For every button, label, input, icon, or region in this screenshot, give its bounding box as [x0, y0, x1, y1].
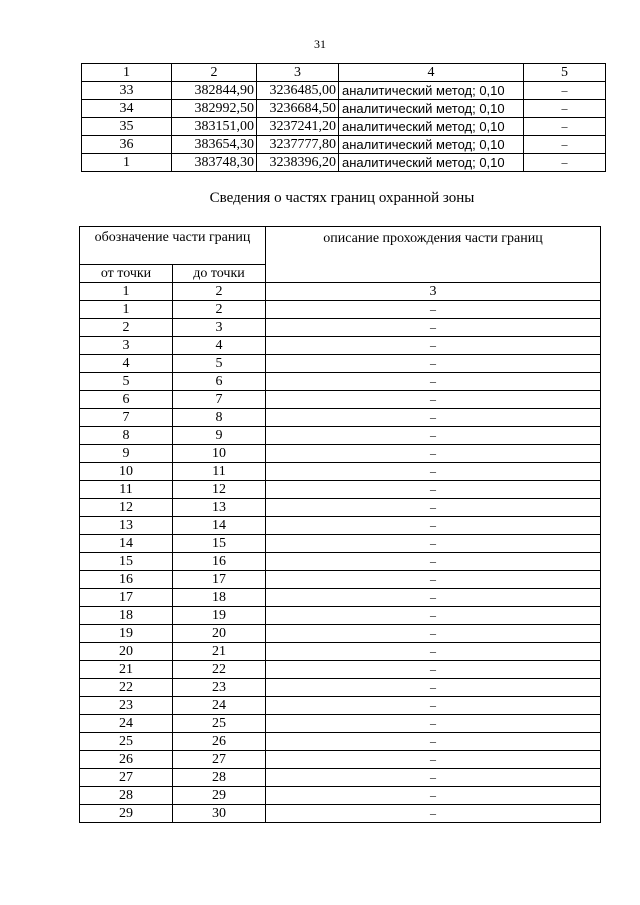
to-point: 10 [173, 445, 266, 463]
table-row [80, 715, 601, 733]
table-row [80, 355, 601, 373]
to-point: 18 [173, 589, 266, 607]
boundary-description: – [266, 589, 601, 607]
boundary-description: – [266, 301, 601, 319]
table-row [80, 643, 601, 661]
boundary-description: – [266, 679, 601, 697]
col-number-3: 3 [266, 283, 601, 301]
boundary-description: – [266, 319, 601, 337]
from-point: 17 [80, 589, 173, 607]
coordinate-x: 383151,00 [172, 118, 257, 136]
col-number-2: 2 [172, 64, 257, 82]
method-accuracy: аналитический метод; 0,10 [339, 100, 524, 118]
to-point: 26 [173, 733, 266, 751]
table-row [80, 661, 601, 679]
parts-column-numbers-row [80, 283, 601, 301]
to-point: 29 [173, 787, 266, 805]
from-point: 13 [80, 517, 173, 535]
table-row [80, 391, 601, 409]
table-row [80, 679, 601, 697]
table-row [82, 82, 606, 100]
table-row [80, 733, 601, 751]
table-row [80, 805, 601, 823]
table-row [80, 535, 601, 553]
coordinate-x: 383748,30 [172, 154, 257, 172]
table-row [82, 154, 606, 172]
boundary-description: – [266, 751, 601, 769]
boundary-description: – [266, 805, 601, 823]
table-row [80, 625, 601, 643]
to-point: 15 [173, 535, 266, 553]
table-row [80, 301, 601, 319]
from-point: 8 [80, 427, 173, 445]
from-point: 12 [80, 499, 173, 517]
boundary-description: – [266, 769, 601, 787]
note: – [524, 154, 606, 172]
col-number-4: 4 [339, 64, 524, 82]
from-point: 24 [80, 715, 173, 733]
from-point: 9 [80, 445, 173, 463]
point-number: 33 [82, 82, 172, 100]
boundary-description: – [266, 499, 601, 517]
from-point: 16 [80, 571, 173, 589]
from-point: 14 [80, 535, 173, 553]
table-row [80, 499, 601, 517]
coordinate-y: 3236684,50 [257, 100, 339, 118]
coordinate-y: 3237777,80 [257, 136, 339, 154]
header-from-point: от точки [80, 265, 173, 283]
to-point: 11 [173, 463, 266, 481]
from-point: 19 [80, 625, 173, 643]
header-boundary-part-designation: обозначение части границ [80, 227, 266, 265]
note: – [524, 118, 606, 136]
to-point: 24 [173, 697, 266, 715]
point-number: 35 [82, 118, 172, 136]
method-accuracy: аналитический метод; 0,10 [339, 154, 524, 172]
table-row [80, 697, 601, 715]
to-point: 5 [173, 355, 266, 373]
point-number: 34 [82, 100, 172, 118]
boundary-description: – [266, 517, 601, 535]
boundary-description: – [266, 625, 601, 643]
from-point: 25 [80, 733, 173, 751]
boundary-description: – [266, 445, 601, 463]
note: – [524, 100, 606, 118]
table-row [80, 769, 601, 787]
to-point: 20 [173, 625, 266, 643]
from-point: 5 [80, 373, 173, 391]
from-point: 10 [80, 463, 173, 481]
from-point: 7 [80, 409, 173, 427]
to-point: 9 [173, 427, 266, 445]
col-number-1: 1 [80, 283, 173, 301]
method-accuracy: аналитический метод; 0,10 [339, 82, 524, 100]
coordinate-x: 382844,90 [172, 82, 257, 100]
from-point: 11 [80, 481, 173, 499]
to-point: 2 [173, 301, 266, 319]
from-point: 18 [80, 607, 173, 625]
to-point: 7 [173, 391, 266, 409]
point-number: 36 [82, 136, 172, 154]
table-row [80, 589, 601, 607]
table-row [80, 571, 601, 589]
header-boundary-description: описание прохождения части границ [266, 227, 601, 283]
coordinate-y: 3237241,20 [257, 118, 339, 136]
to-point: 13 [173, 499, 266, 517]
parts-header-row-1 [80, 227, 601, 265]
from-point: 23 [80, 697, 173, 715]
boundary-description: – [266, 391, 601, 409]
to-point: 3 [173, 319, 266, 337]
from-point: 20 [80, 643, 173, 661]
to-point: 22 [173, 661, 266, 679]
coordinate-y: 3238396,20 [257, 154, 339, 172]
boundary-description: – [266, 715, 601, 733]
boundary-description: – [266, 643, 601, 661]
col-number-5: 5 [524, 64, 606, 82]
boundary-description: – [266, 481, 601, 499]
to-point: 4 [173, 337, 266, 355]
from-point: 28 [80, 787, 173, 805]
point-number: 1 [82, 154, 172, 172]
boundary-description: – [266, 373, 601, 391]
table-row [80, 409, 601, 427]
table-row [80, 553, 601, 571]
table-row [82, 136, 606, 154]
header-to-point: до точки [173, 265, 266, 283]
to-point: 14 [173, 517, 266, 535]
boundary-description: – [266, 409, 601, 427]
from-point: 26 [80, 751, 173, 769]
from-point: 27 [80, 769, 173, 787]
coordinates-header-row [82, 64, 606, 82]
table-row [80, 319, 601, 337]
to-point: 25 [173, 715, 266, 733]
page-number: 31 [314, 37, 326, 51]
table-row [80, 787, 601, 805]
table-row [80, 445, 601, 463]
boundary-description: – [266, 355, 601, 373]
from-point: 15 [80, 553, 173, 571]
to-point: 8 [173, 409, 266, 427]
boundary-description: – [266, 463, 601, 481]
coordinates-table [81, 63, 606, 172]
to-point: 21 [173, 643, 266, 661]
to-point: 12 [173, 481, 266, 499]
boundary-description: – [266, 661, 601, 679]
boundary-description: – [266, 787, 601, 805]
to-point: 30 [173, 805, 266, 823]
boundary-description: – [266, 553, 601, 571]
table-row [80, 373, 601, 391]
table-row [82, 118, 606, 136]
boundary-description: – [266, 733, 601, 751]
to-point: 17 [173, 571, 266, 589]
boundary-description: – [266, 427, 601, 445]
table-row [80, 427, 601, 445]
table-row [80, 751, 601, 769]
table-row [82, 100, 606, 118]
boundary-description: – [266, 535, 601, 553]
table-row [80, 481, 601, 499]
boundary-description: – [266, 697, 601, 715]
boundary-parts-table [79, 226, 601, 823]
note: – [524, 82, 606, 100]
table-row [80, 463, 601, 481]
to-point: 6 [173, 373, 266, 391]
coordinate-x: 382992,50 [172, 100, 257, 118]
table-row [80, 337, 601, 355]
table-row [80, 517, 601, 535]
from-point: 21 [80, 661, 173, 679]
from-point: 1 [80, 301, 173, 319]
boundary-description: – [266, 571, 601, 589]
section-title: Сведения о частях границ охранной зоны [209, 190, 475, 206]
from-point: 22 [80, 679, 173, 697]
to-point: 27 [173, 751, 266, 769]
from-point: 3 [80, 337, 173, 355]
boundary-description: – [266, 607, 601, 625]
table-row [80, 607, 601, 625]
to-point: 19 [173, 607, 266, 625]
from-point: 4 [80, 355, 173, 373]
coordinate-x: 383654,30 [172, 136, 257, 154]
col-number-1: 1 [82, 64, 172, 82]
to-point: 28 [173, 769, 266, 787]
boundary-description: – [266, 337, 601, 355]
note: – [524, 136, 606, 154]
to-point: 23 [173, 679, 266, 697]
to-point: 16 [173, 553, 266, 571]
from-point: 6 [80, 391, 173, 409]
from-point: 29 [80, 805, 173, 823]
method-accuracy: аналитический метод; 0,10 [339, 118, 524, 136]
from-point: 2 [80, 319, 173, 337]
method-accuracy: аналитический метод; 0,10 [339, 136, 524, 154]
col-number-2: 2 [173, 283, 266, 301]
coordinate-y: 3236485,00 [257, 82, 339, 100]
col-number-3: 3 [257, 64, 339, 82]
